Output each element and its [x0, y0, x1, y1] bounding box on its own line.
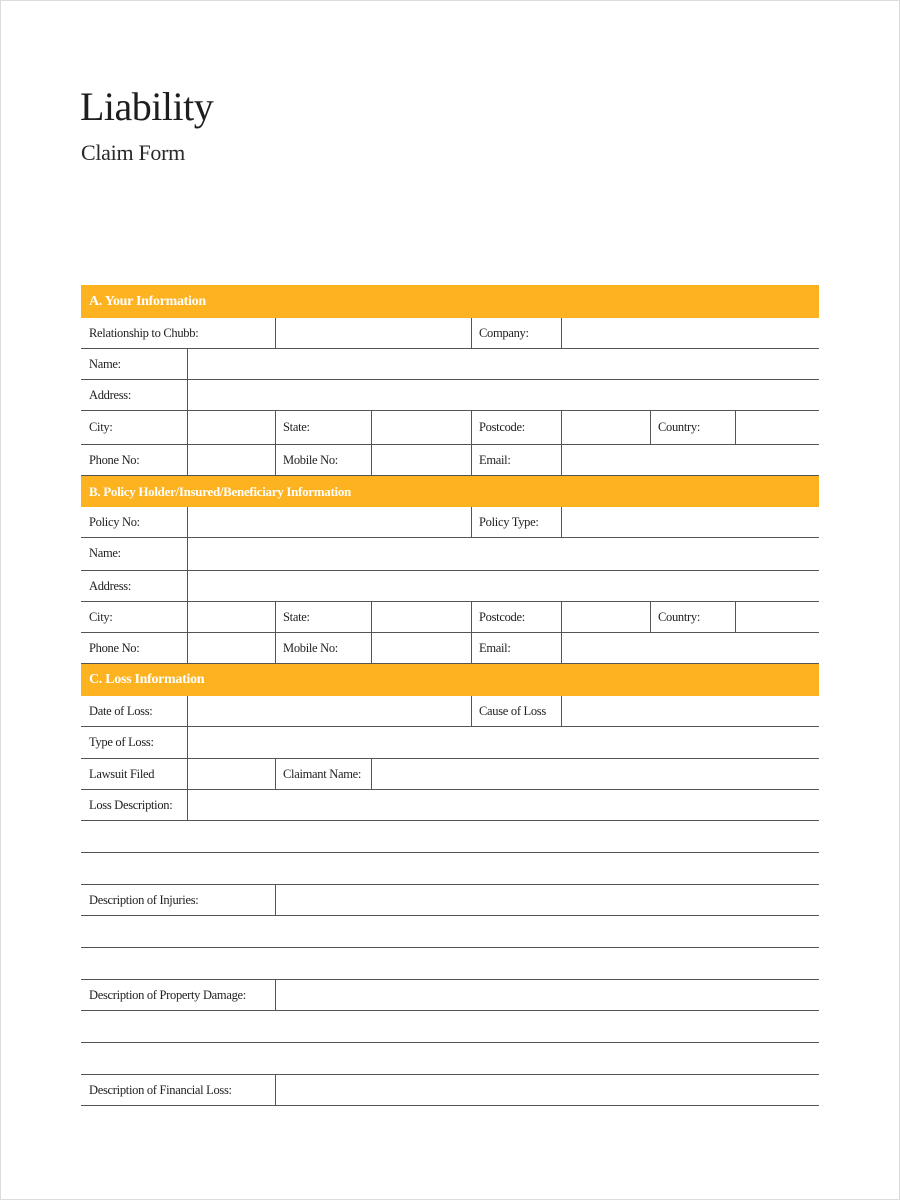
type-of-loss-label: Type of Loss:	[89, 735, 154, 749]
cause-of-loss-field[interactable]	[562, 696, 819, 726]
row-policy-no	[81, 507, 819, 538]
postcode-field[interactable]	[562, 411, 650, 444]
b-city-field[interactable]	[188, 602, 275, 632]
cause-of-loss-label: Cause of Loss	[479, 704, 546, 718]
injuries-line[interactable]	[81, 916, 819, 948]
financial-loss-label: Description of Financial Loss:	[89, 1083, 232, 1097]
row-loss-description	[81, 790, 819, 821]
row-financial-loss	[81, 1075, 819, 1106]
b-address-label: Address:	[89, 579, 132, 593]
section-c-header: C. Loss Information	[81, 664, 819, 696]
loss-description-line[interactable]	[81, 821, 819, 853]
row-property-damage	[81, 980, 819, 1011]
type-of-loss-field[interactable]	[188, 727, 819, 758]
mobile-field[interactable]	[372, 445, 471, 475]
postcode-label: Postcode:	[479, 420, 525, 434]
relationship-label: Relationship to Chubb:	[89, 326, 199, 340]
date-of-loss-label: Date of Loss:	[89, 704, 153, 718]
claim-form	[81, 285, 819, 1106]
state-label: State:	[283, 420, 310, 434]
company-field[interactable]	[562, 318, 819, 348]
injuries-field[interactable]	[276, 885, 819, 915]
name-label: Name:	[89, 357, 121, 371]
property-damage-line[interactable]	[81, 1011, 819, 1043]
row-name	[81, 349, 819, 380]
policy-type-label: Policy Type:	[479, 515, 539, 529]
section-b-header: B. Policy Holder/Insured/Beneficiary Information	[81, 476, 819, 507]
loss-description-label: Loss Description:	[89, 798, 173, 812]
row-city	[81, 411, 819, 445]
city-field[interactable]	[188, 411, 275, 444]
loss-description-field[interactable]	[188, 790, 819, 820]
b-country-label: Country:	[658, 610, 701, 624]
row-lawsuit	[81, 759, 819, 790]
b-name-field[interactable]	[188, 538, 819, 570]
row-date-of-loss	[81, 696, 819, 727]
email-label: Email:	[479, 453, 511, 467]
address-field[interactable]	[188, 380, 819, 410]
company-label: Company:	[479, 326, 529, 340]
claimant-name-field[interactable]	[372, 759, 819, 789]
b-mobile-field[interactable]	[372, 633, 471, 663]
row-type-of-loss	[81, 727, 819, 759]
b-postcode-field[interactable]	[562, 602, 650, 632]
property-damage-label: Description of Property Damage:	[89, 988, 246, 1002]
relationship-field[interactable]	[276, 318, 471, 348]
loss-description-line[interactable]	[81, 853, 819, 885]
property-damage-line[interactable]	[81, 1043, 819, 1075]
b-phone-field[interactable]	[188, 633, 275, 663]
city-label: City:	[89, 420, 113, 434]
date-of-loss-field[interactable]	[188, 696, 471, 726]
mobile-label: Mobile No:	[283, 453, 338, 467]
b-state-field[interactable]	[372, 602, 471, 632]
phone-field[interactable]	[188, 445, 275, 475]
row-b-phone	[81, 633, 819, 664]
policy-type-field[interactable]	[562, 507, 819, 537]
injuries-label: Description of Injuries:	[89, 893, 199, 907]
b-email-label: Email:	[479, 641, 511, 655]
row-b-city	[81, 602, 819, 633]
email-field[interactable]	[562, 445, 819, 475]
lawsuit-filed-label: Lawsuit Filed	[89, 767, 155, 781]
b-mobile-label: Mobile No:	[283, 641, 338, 655]
address-label: Address:	[89, 388, 132, 402]
b-name-label: Name:	[89, 546, 121, 560]
b-phone-label: Phone No:	[89, 641, 140, 655]
claimant-name-label: Claimant Name:	[283, 767, 362, 781]
name-field[interactable]	[188, 349, 819, 379]
country-label: Country:	[658, 420, 701, 434]
state-field[interactable]	[372, 411, 471, 444]
row-b-address	[81, 571, 819, 602]
b-city-label: City:	[89, 610, 113, 624]
country-field[interactable]	[736, 411, 819, 444]
b-email-field[interactable]	[562, 633, 819, 663]
b-address-field[interactable]	[188, 571, 819, 601]
property-damage-field[interactable]	[276, 980, 819, 1010]
row-phone	[81, 445, 819, 476]
policy-no-label: Policy No:	[89, 515, 140, 529]
injuries-line[interactable]	[81, 948, 819, 980]
b-postcode-label: Postcode:	[479, 610, 525, 624]
row-b-name	[81, 538, 819, 571]
lawsuit-filed-field[interactable]	[188, 759, 275, 789]
page-subtitle: Claim Form	[81, 140, 185, 165]
b-country-field[interactable]	[736, 602, 819, 632]
b-state-label: State:	[283, 610, 310, 624]
section-a-header: A. Your Information	[81, 285, 819, 318]
financial-loss-field[interactable]	[276, 1075, 819, 1105]
page-title: Liability	[80, 84, 214, 129]
row-relationship	[81, 318, 819, 349]
policy-no-field[interactable]	[188, 507, 471, 537]
row-injuries	[81, 885, 819, 916]
row-address	[81, 380, 819, 411]
phone-label: Phone No:	[89, 453, 140, 467]
